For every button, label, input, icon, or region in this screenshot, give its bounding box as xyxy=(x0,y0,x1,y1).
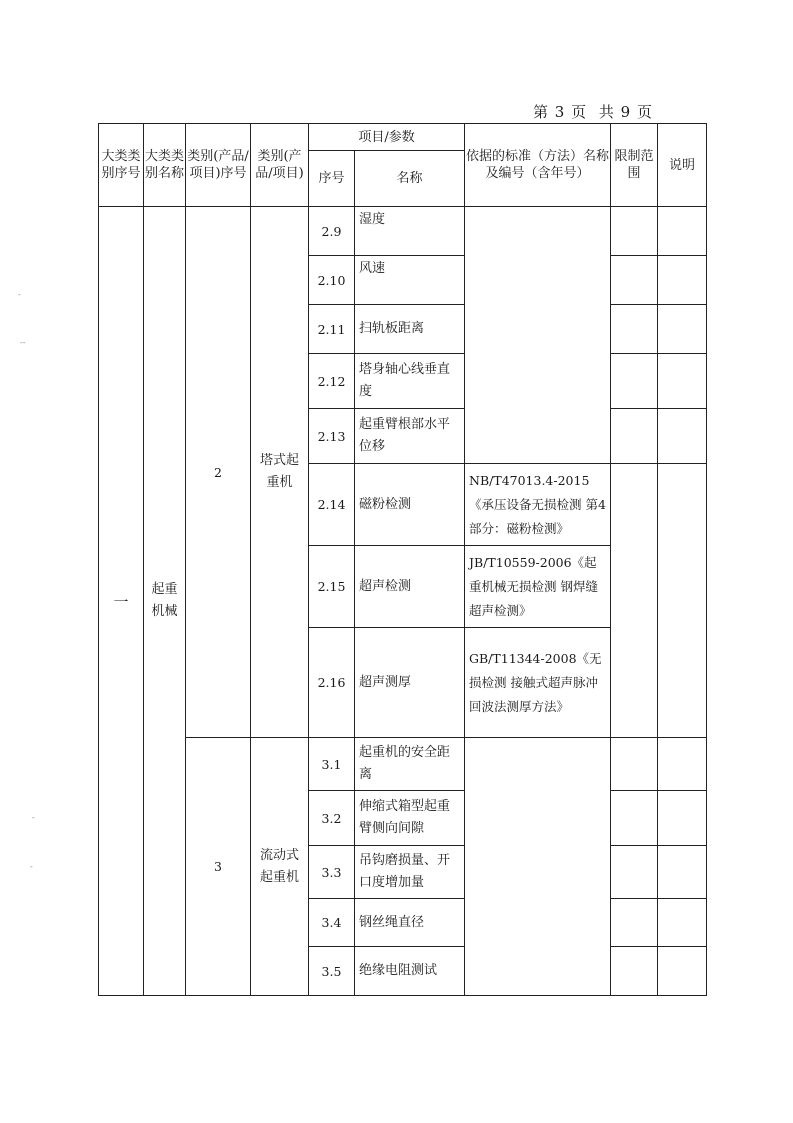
limit-cell xyxy=(611,207,658,256)
item-no: 2.14 xyxy=(309,464,355,546)
page-number xyxy=(533,101,659,122)
item-no: 3.5 xyxy=(309,947,355,996)
standard-cell: GB/T11344-2008《无损检测 接触式超声脉冲回波法测厚方法》 xyxy=(465,628,611,738)
limit-cell xyxy=(611,899,658,947)
item-name: 起重机的安全距离 xyxy=(355,738,465,791)
header-category-no: 类别(产品/项目)序号 xyxy=(186,124,251,207)
scan-mark: -- xyxy=(20,338,26,347)
limit-cell xyxy=(611,256,658,305)
item-name: 湿度 xyxy=(355,207,465,256)
accreditation-table xyxy=(98,123,707,996)
item-name: 磁粉检测 xyxy=(355,464,465,546)
category-no-cell: 3 xyxy=(186,738,251,996)
limit-cell xyxy=(611,846,658,899)
current-page-label: 第 3 页 xyxy=(533,103,588,121)
header-item-no: 序号 xyxy=(309,151,355,207)
note-cell xyxy=(658,738,707,791)
table-row xyxy=(99,207,707,256)
note-cell xyxy=(658,791,707,846)
item-no: 2.11 xyxy=(309,305,355,354)
item-name: 超声检测 xyxy=(355,546,465,628)
standard-cell: NB/T47013.4-2015《承压设备无损检测 第4部分：磁粉检测》 xyxy=(465,464,611,546)
item-no: 2.12 xyxy=(309,354,355,409)
limit-cell xyxy=(611,305,658,354)
header-note: 说明 xyxy=(658,124,707,207)
item-name: 吊钩磨损量、开口度增加量 xyxy=(355,846,465,899)
limit-cell xyxy=(611,738,658,791)
header-limit: 限制范围 xyxy=(611,124,658,207)
item-no: 2.10 xyxy=(309,256,355,305)
item-no: 3.3 xyxy=(309,846,355,899)
note-cell xyxy=(658,305,707,354)
note-cell xyxy=(658,354,707,409)
category-name-cell: 塔式起重机 xyxy=(251,207,309,738)
scan-mark: - xyxy=(30,862,33,871)
item-no: 3.2 xyxy=(309,791,355,846)
header-major-name: 大类类别名称 xyxy=(144,124,186,207)
header-item-name: 名称 xyxy=(355,151,465,207)
scan-mark: - xyxy=(18,290,21,299)
limit-cell xyxy=(611,791,658,846)
standard-cell: JB/T10559-2006《起重机械无损检测 钢焊缝超声检测》 xyxy=(465,546,611,628)
item-no: 2.9 xyxy=(309,207,355,256)
item-no: 3.4 xyxy=(309,899,355,947)
limit-cell xyxy=(611,409,658,464)
item-no: 2.13 xyxy=(309,409,355,464)
total-pages-label: 共 9 页 xyxy=(598,103,653,121)
header-major-no: 大类类别序号 xyxy=(99,124,144,207)
item-no: 3.1 xyxy=(309,738,355,791)
note-cell xyxy=(658,947,707,996)
major-name-cell: 起重机械 xyxy=(144,207,186,996)
category-no-cell: 2 xyxy=(186,207,251,738)
note-cell xyxy=(658,256,707,305)
header-item-group: 项目/参数 xyxy=(309,124,465,151)
limit-cell xyxy=(611,354,658,409)
table-row xyxy=(99,738,707,791)
standard-cell xyxy=(465,738,611,996)
item-no: 2.15 xyxy=(309,546,355,628)
item-name: 超声测厚 xyxy=(355,628,465,738)
major-no-cell: 一 xyxy=(99,207,144,996)
category-name-cell: 流动式起重机 xyxy=(251,738,309,996)
item-name: 扫轨板距离 xyxy=(355,305,465,354)
header-standard: 依据的标准（方法）名称及编号（含年号） xyxy=(465,124,611,207)
scan-mark: - xyxy=(32,813,35,822)
item-name: 伸缩式箱型起重臂侧向间隙 xyxy=(355,791,465,846)
header-category-name: 类别(产品/项目) xyxy=(251,124,309,207)
item-name: 钢丝绳直径 xyxy=(355,899,465,947)
limit-cell xyxy=(611,464,658,738)
item-name: 塔身轴心线垂直度 xyxy=(355,354,465,409)
item-name: 绝缘电阻测试 xyxy=(355,947,465,996)
item-no: 2.16 xyxy=(309,628,355,738)
note-cell xyxy=(658,464,707,738)
standard-cell xyxy=(465,207,611,464)
note-cell xyxy=(658,899,707,947)
item-name: 起重臂根部水平位移 xyxy=(355,409,465,464)
note-cell xyxy=(658,846,707,899)
note-cell xyxy=(658,207,707,256)
note-cell xyxy=(658,409,707,464)
limit-cell xyxy=(611,947,658,996)
item-name: 风速 xyxy=(355,256,465,305)
